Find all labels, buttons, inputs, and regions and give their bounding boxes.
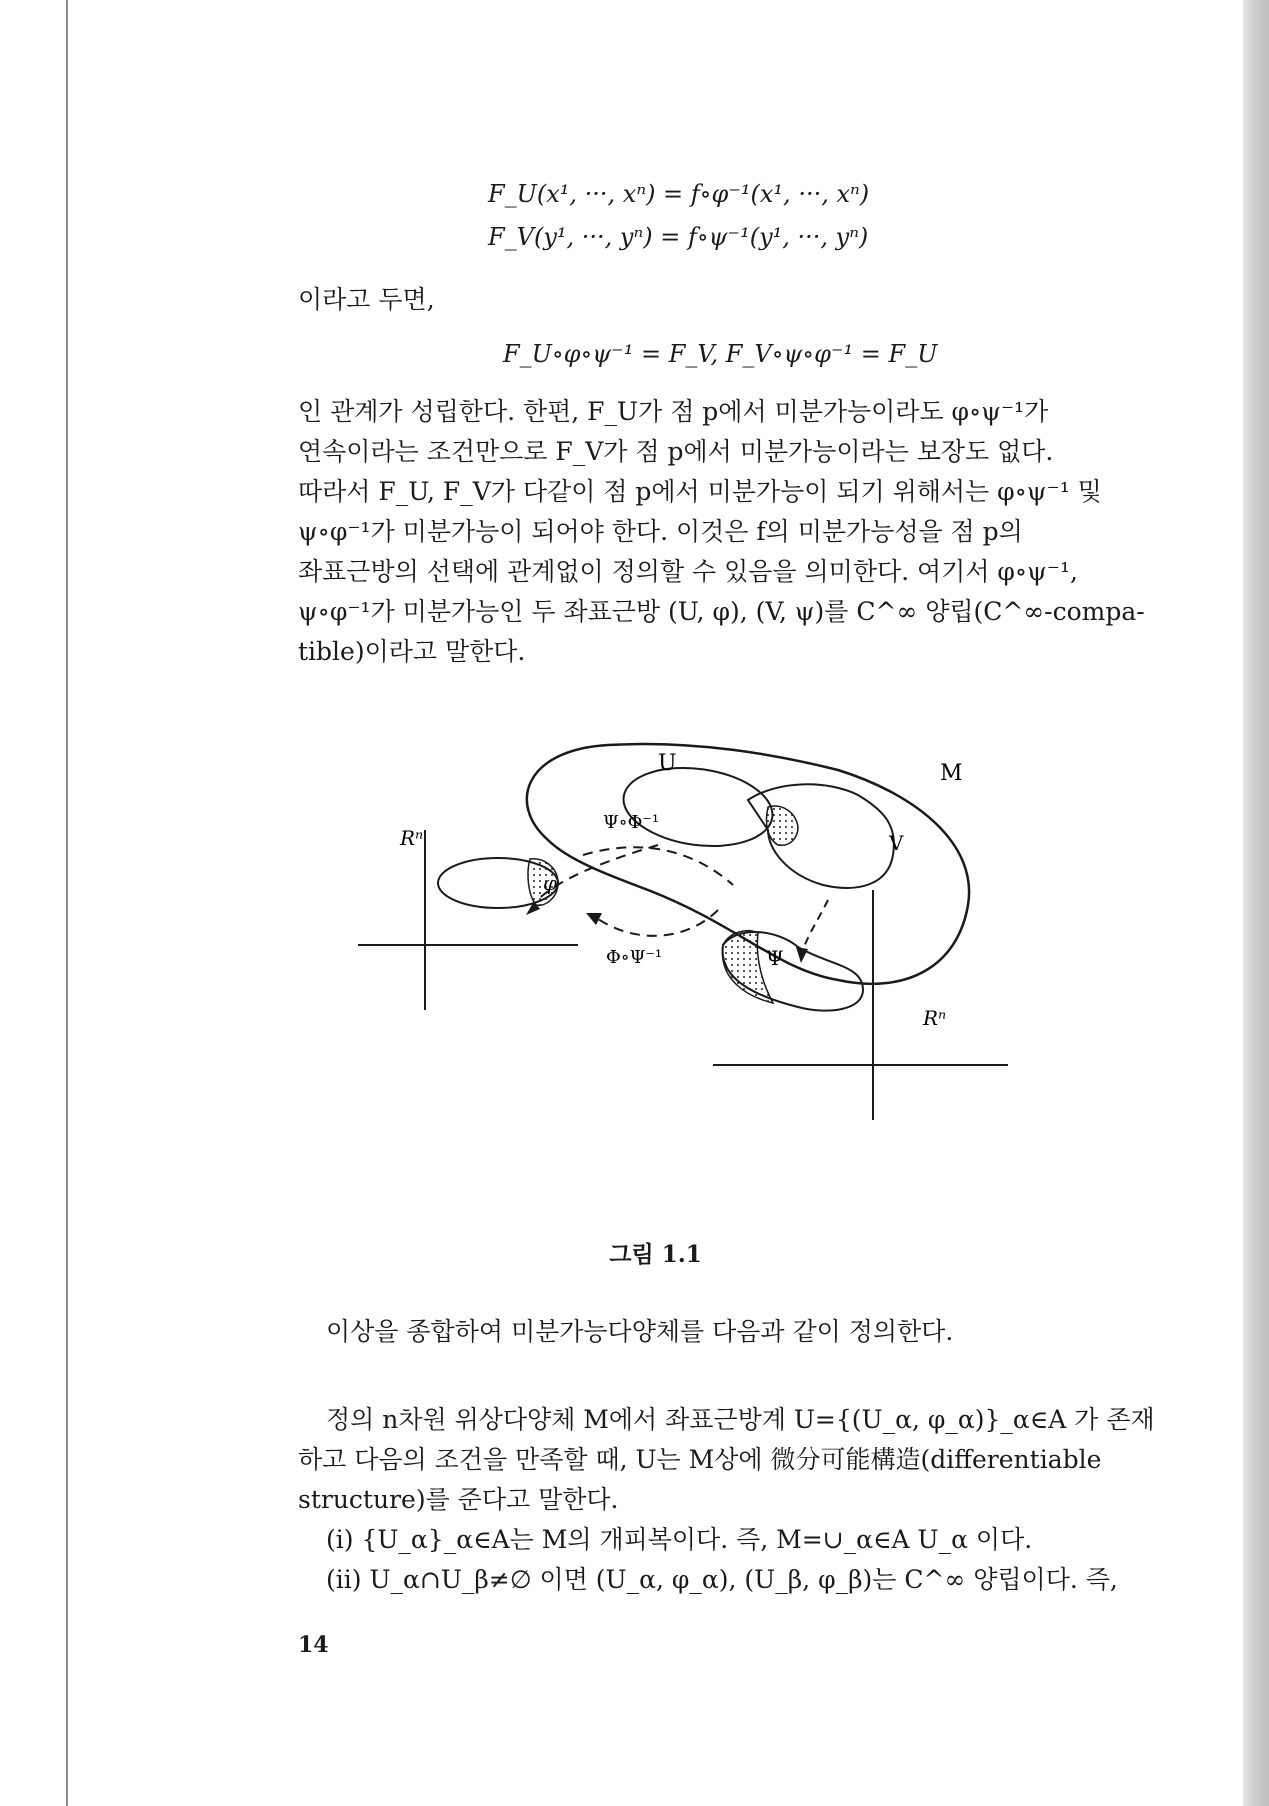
- para1-line: ψ∘φ⁻¹가 미분가능인 두 좌표근방 (U, φ), (V, ψ)를 C^∞ 양립(C^∞-compa-: [298, 597, 1145, 626]
- formula-fu: F_U(x¹, ···, xⁿ) = f∘φ⁻¹(x¹, ···, xⁿ): [488, 180, 870, 208]
- definition-line: 정의 n차원 위상다양체 M에서 좌표근방계 U={(U_α, φ_α)}_α∈A 가 존재: [326, 1405, 1155, 1434]
- intro-text: 이라고 두면,: [298, 285, 435, 314]
- intro-line: [298, 280, 1183, 320]
- figure-manifold-charts: [358, 735, 1008, 1215]
- definition-item-i: (i) {U_α}_α∈A는 M의 개피복이다. 즉, M=∪_α∈A U_α 이다.: [326, 1525, 1033, 1554]
- definition-block: [298, 1400, 1183, 1600]
- formula-relation: F_U∘φ∘ψ⁻¹ = F_V, F_V∘ψ∘φ⁻¹ = F_U: [503, 340, 938, 368]
- figure-caption: 그림 1.1: [609, 1241, 702, 1268]
- formula-fv: F_V(y¹, ···, yⁿ) = f∘ψ⁻¹(y¹, ···, yⁿ): [488, 223, 869, 251]
- label-rn-left: Rⁿ: [400, 826, 424, 850]
- label-psi-phi-inv: Ψ∘Φ⁻¹: [603, 812, 660, 833]
- overlap-region: [766, 806, 798, 845]
- left-image-overlap: [528, 859, 558, 906]
- page-left-margin: [0, 0, 68, 1806]
- arrow-psi: [803, 900, 828, 950]
- page-number: 14: [298, 1632, 329, 1658]
- label-rn-right: Rⁿ: [923, 1006, 947, 1030]
- para1-line: 따라서 F_U, F_V가 다같이 점 p에서 미분가능이 되기 위해서는 φ∘ψ⁻¹ 및: [298, 477, 1102, 506]
- label-m: M: [940, 761, 963, 786]
- paragraph-1: [298, 392, 1183, 672]
- label-u: U: [658, 751, 677, 776]
- para1-line: 연속이라는 조건만으로 F_V가 점 p에서 미분가능이라는 보장도 없다.: [298, 437, 1054, 466]
- para1-line: 인 관계가 성립한다. 한편, F_U가 점 p에서 미분가능이라도 φ∘ψ⁻¹가: [298, 397, 1049, 426]
- label-psi: Ψ: [766, 946, 784, 970]
- para1-line: ψ∘φ⁻¹가 미분가능이 되어야 한다. 이것은 f의 미분가능성을 점 p의: [298, 517, 1023, 546]
- summary-line: 이상을 종합하여 미분가능다양체를 다음과 같이 정의한다.: [326, 1317, 954, 1346]
- label-phi-psi-inv: Φ∘Ψ⁻¹: [606, 947, 663, 968]
- label-v: V: [889, 831, 904, 855]
- definition-item-ii: (ii) U_α∩U_β≠∅ 이면 (U_α, φ_α), (U_β, φ_β)는 C^∞ 양립이다. 즉,: [326, 1565, 1118, 1594]
- arrow-psi-phi-inv: [583, 847, 733, 885]
- book-page: [68, 0, 1243, 1806]
- para1-line: tible)이라고 말한다.: [298, 637, 526, 666]
- definition-line: structure)를 준다고 말한다.: [298, 1485, 619, 1514]
- summary-paragraph: [326, 1312, 1211, 1352]
- definition-line: 하고 다음의 조건을 만족할 때, U는 M상에 微分可能構造(differentiable: [298, 1445, 1102, 1474]
- page-right-edge: [1243, 0, 1269, 1806]
- para1-line: 좌표근방의 선택에 관계없이 정의할 수 있음을 의미한다. 여기서 φ∘ψ⁻¹,: [298, 557, 1078, 586]
